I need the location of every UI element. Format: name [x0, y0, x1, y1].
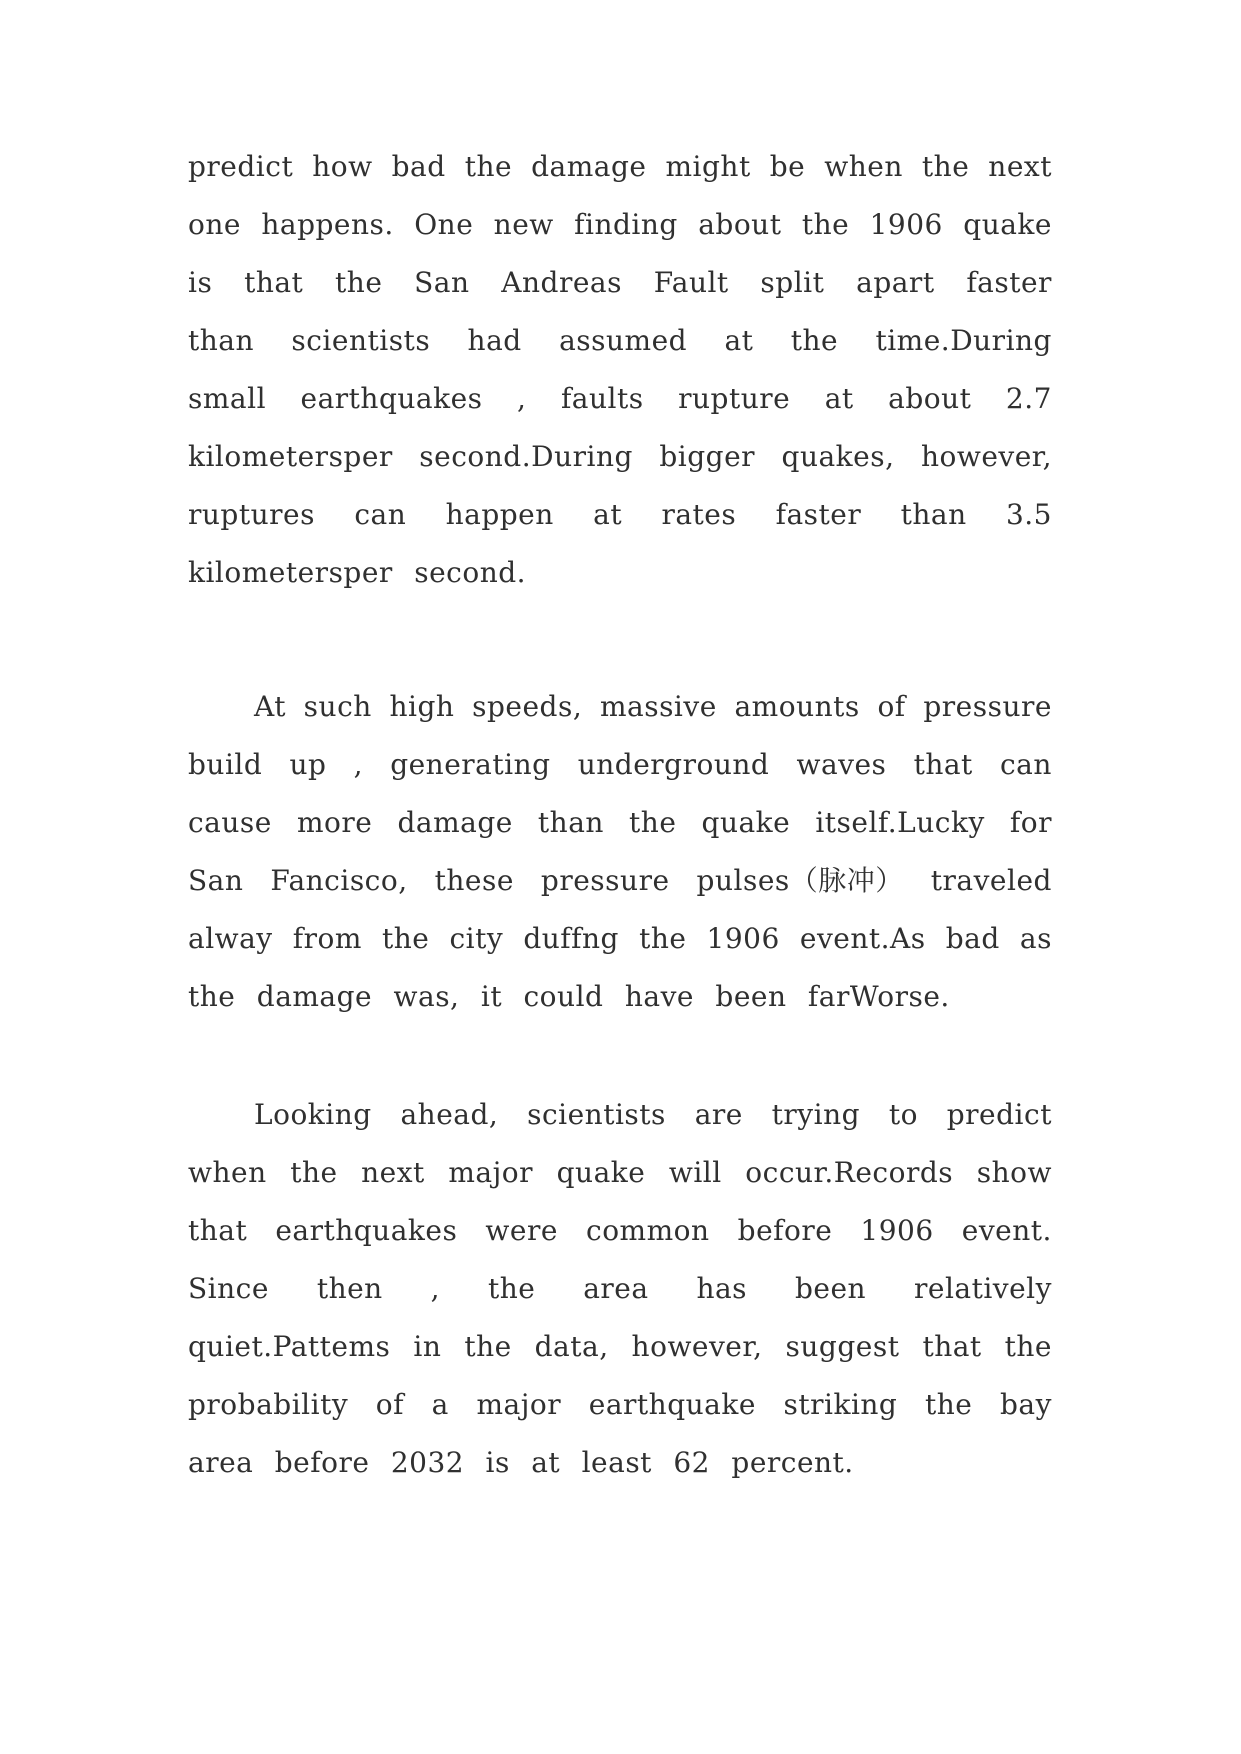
word: second.: [414, 556, 527, 589]
word: when: [824, 150, 903, 183]
word: cause: [188, 806, 272, 839]
word: these: [434, 864, 514, 897]
word: 1906: [869, 208, 943, 241]
word: ,: [430, 1272, 441, 1305]
word: pressure: [540, 864, 670, 897]
word: 1906: [860, 1214, 934, 1247]
text-line: [188, 678, 1052, 736]
word: San: [414, 266, 470, 299]
word: about: [698, 208, 782, 241]
word: itself.Lucky: [815, 806, 985, 839]
word: scientists: [527, 1098, 666, 1131]
text-line: [188, 1376, 1052, 1434]
word: been: [794, 1272, 867, 1305]
word: build: [188, 748, 263, 781]
word: earthquakes: [300, 382, 483, 415]
word: damage: [397, 806, 513, 839]
word: is: [188, 266, 213, 299]
word: that: [244, 266, 304, 299]
word: ruptures: [188, 498, 315, 531]
word: data,: [534, 1330, 609, 1363]
text-line: [188, 312, 1052, 370]
text-line: [188, 794, 1052, 852]
word: faults: [560, 382, 644, 415]
word: can: [354, 498, 407, 531]
word: when: [188, 1156, 267, 1189]
word: rates: [661, 498, 737, 531]
word: farWorse.: [807, 980, 950, 1013]
word: more: [296, 806, 373, 839]
text-line: [188, 968, 1052, 1026]
word: at: [593, 498, 623, 531]
word: rupture: [678, 382, 791, 415]
text-line: [188, 486, 1052, 544]
word: underground: [577, 748, 770, 781]
word: second.During: [419, 440, 633, 473]
word: can: [999, 748, 1052, 781]
word: predict: [188, 150, 294, 183]
word: then: [316, 1272, 383, 1305]
paragraph-2: [188, 678, 1052, 1026]
text-line: [188, 254, 1052, 312]
word: the: [639, 922, 687, 955]
word: be: [769, 150, 806, 183]
word: the: [487, 1272, 536, 1305]
word: is: [485, 1446, 510, 1479]
word: the: [335, 266, 383, 299]
text-line: [188, 910, 1052, 968]
word: that: [922, 1330, 982, 1363]
word: pressure: [923, 690, 1052, 723]
word: damage: [531, 150, 647, 183]
word: will: [668, 1156, 722, 1189]
word: major: [448, 1156, 534, 1189]
word: up: [289, 748, 327, 781]
word: split: [760, 266, 825, 299]
word: the: [464, 1330, 512, 1363]
text-line: [188, 1202, 1052, 1260]
word: how: [312, 150, 373, 183]
word: waves: [796, 748, 887, 781]
word: at: [824, 382, 854, 415]
word: bigger: [659, 440, 756, 473]
word: 62: [673, 1446, 710, 1479]
word: kilometersper: [188, 440, 393, 473]
word: the: [1004, 1330, 1052, 1363]
word: might: [665, 150, 751, 183]
word: trying: [771, 1098, 861, 1131]
word: area: [188, 1446, 254, 1479]
text-line: [188, 1260, 1052, 1318]
text-line: [188, 736, 1052, 794]
word: speeds,: [472, 690, 583, 723]
word: before: [274, 1446, 370, 1479]
word: from: [292, 922, 362, 955]
word: 3.5: [1005, 498, 1052, 531]
word: one: [188, 208, 241, 241]
word: scientists: [291, 324, 431, 357]
word: faster: [775, 498, 862, 531]
word: than: [900, 498, 967, 531]
word: striking: [783, 1388, 898, 1421]
word: bad: [945, 922, 1000, 955]
word: at: [531, 1446, 561, 1479]
word: the: [921, 150, 970, 183]
word: quake: [556, 1156, 646, 1189]
text-line: [188, 1144, 1052, 1202]
word: new: [493, 208, 554, 241]
word: however,: [631, 1330, 763, 1363]
word: Fancisco,: [270, 864, 408, 897]
word: that: [188, 1214, 248, 1247]
word: the: [188, 980, 236, 1013]
word: amounts: [734, 690, 860, 723]
word: duffng: [523, 922, 619, 955]
word: such: [303, 690, 372, 723]
word: faster: [966, 266, 1052, 299]
word: 2032: [390, 1446, 465, 1479]
word: the: [924, 1388, 973, 1421]
word: quakes,: [781, 440, 895, 473]
word: ,: [517, 382, 527, 415]
word: of: [375, 1388, 405, 1421]
word: kilometersper: [188, 556, 393, 589]
word: as: [1019, 922, 1052, 955]
word: occur.Records: [745, 1156, 954, 1189]
word: the: [629, 806, 677, 839]
text-line: [188, 1086, 1052, 1144]
word: probability: [188, 1388, 349, 1421]
word: show: [976, 1156, 1052, 1189]
word: ahead,: [400, 1098, 499, 1131]
word: predict: [946, 1098, 1052, 1131]
word: happen: [445, 498, 554, 531]
word: common: [586, 1214, 710, 1247]
word: bad: [391, 150, 446, 183]
word: have: [624, 980, 694, 1013]
word: than: [537, 806, 604, 839]
text-line: [188, 1434, 1052, 1492]
word: least: [581, 1446, 652, 1479]
text-line: [188, 196, 1052, 254]
word: at: [724, 324, 754, 357]
word: damage: [256, 980, 373, 1013]
word: generating: [390, 748, 551, 781]
word: for: [1009, 806, 1052, 839]
word: small: [188, 382, 267, 415]
paragraph-3: [188, 1086, 1052, 1492]
text-line: [188, 428, 1052, 486]
word: a: [431, 1388, 449, 1421]
text-line: [188, 852, 1052, 910]
paragraph-1: [188, 138, 1052, 602]
word: before: [737, 1214, 833, 1247]
word: however,: [920, 440, 1052, 473]
word: assumed: [559, 324, 688, 357]
word: about: [888, 382, 972, 415]
word: bay: [999, 1388, 1052, 1421]
word: were: [485, 1214, 558, 1247]
word: high: [389, 690, 455, 723]
word: the: [801, 208, 850, 241]
word: area: [583, 1272, 649, 1305]
word: the: [382, 922, 430, 955]
text-line: [188, 1318, 1052, 1376]
word: One: [414, 208, 474, 241]
word: major: [476, 1388, 562, 1421]
word: ,: [353, 748, 364, 781]
word: Looking: [254, 1098, 372, 1131]
word: Since: [188, 1272, 269, 1305]
word: At: [254, 690, 286, 723]
word: happens.: [261, 208, 394, 241]
text-line: [188, 138, 1052, 196]
word: the: [290, 1156, 338, 1189]
word: pulses（脉冲）: [696, 864, 904, 897]
word: next: [361, 1156, 425, 1189]
word: was,: [393, 980, 460, 1013]
word: quiet.Pattems: [188, 1330, 391, 1363]
word: the: [464, 150, 513, 183]
word: had: [467, 324, 522, 357]
word: event.As: [799, 922, 926, 955]
word: time.During: [875, 324, 1052, 357]
word: 1906: [706, 922, 780, 955]
word: of: [877, 690, 906, 723]
word: alway: [188, 922, 273, 955]
word: percent.: [731, 1446, 854, 1479]
word: has: [696, 1272, 748, 1305]
word: quake: [701, 806, 791, 839]
word: are: [694, 1098, 743, 1131]
word: city: [449, 922, 504, 955]
word: that: [913, 748, 973, 781]
text-line: [188, 370, 1052, 428]
word: earthquakes: [275, 1214, 458, 1247]
word: 2.7: [1005, 382, 1052, 415]
word: San: [188, 864, 244, 897]
word: massive: [599, 690, 717, 723]
word: relatively: [913, 1272, 1052, 1305]
word: quake: [963, 208, 1052, 241]
word: Andreas: [501, 266, 622, 299]
word: apart: [856, 266, 935, 299]
word: to: [888, 1098, 918, 1131]
text-line: [188, 544, 1052, 602]
word: finding: [574, 208, 678, 241]
word: the: [790, 324, 839, 357]
word: earthquake: [588, 1388, 756, 1421]
word: traveled: [930, 864, 1052, 897]
word: event.: [961, 1214, 1052, 1247]
word: it: [480, 980, 503, 1013]
word: Fault: [653, 266, 729, 299]
word: could: [523, 980, 604, 1013]
word: than: [188, 324, 255, 357]
word: been: [715, 980, 787, 1013]
word: in: [413, 1330, 442, 1363]
word: suggest: [785, 1330, 900, 1363]
word: next: [988, 150, 1052, 183]
